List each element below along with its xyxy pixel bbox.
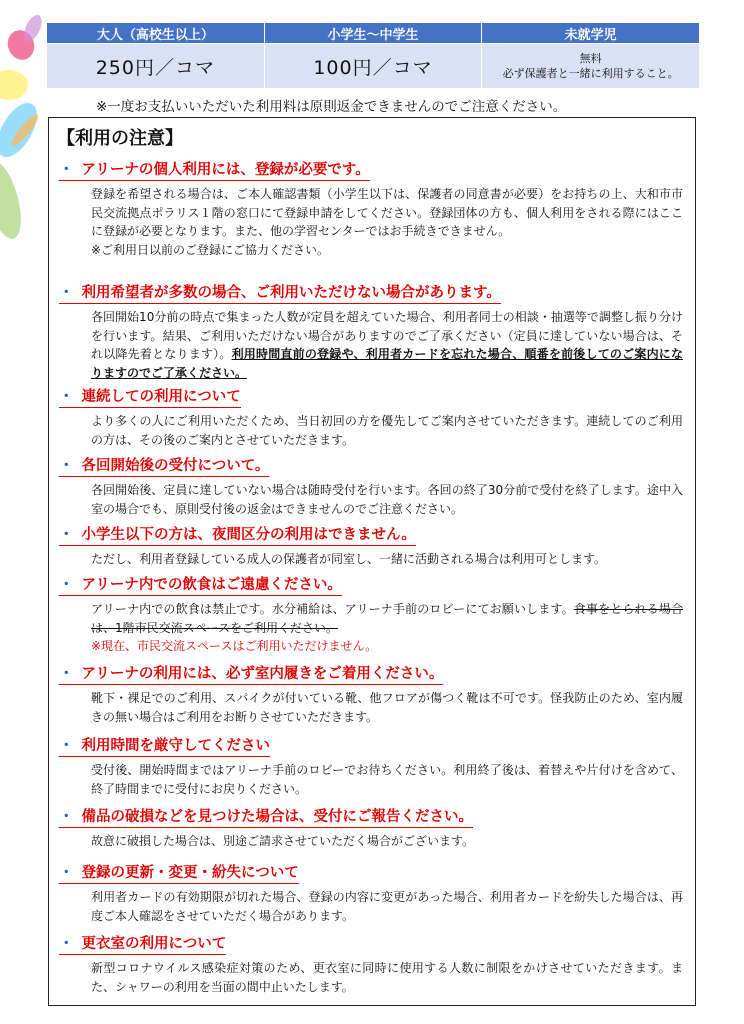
note-heading: ・ 備品の破損などを見つけた場合は、受付にご報告ください。 (59, 808, 473, 828)
fee-table (46, 22, 700, 89)
note-heading: ・ アリーナ内での飲食はご遠慮ください。 (59, 576, 342, 596)
refund-note: ※一度お支払いいただいた利用料は原則返金できませんのでご注意ください。 (96, 99, 567, 115)
fee-table-header-row (47, 23, 700, 44)
note-body: アリーナ内での飲食は禁止です。水分補給は、アリーナ手前のロビーにてお願いします。食事をとられる場合は、1階市民交流スペースをご利用ください。 ※現在、市民交流スペースはご利用いただけません。 (91, 602, 683, 653)
note-body: 故意に破損した場合は、別途ご請求させていただく場合がございます。 (91, 834, 475, 848)
adult-price: 250円／コマ (95, 56, 215, 79)
note-section-food (59, 574, 689, 656)
decorative-petal (21, 12, 46, 43)
fee-header-student: 小学生～中学生 (264, 23, 482, 44)
note-body: 受付後、開始時間まではアリーナ手前のロビーでお待ちください。利用終了後は、着替えや片付けを含めて、終了時間までに受付にお戻りください。 (91, 763, 683, 796)
fee-cell-adult (47, 44, 265, 89)
note-heading: ・ 連続しての利用について (59, 388, 241, 408)
note-heading: ・ アリーナの利用には、必ず室内履きをご着用ください。 (59, 665, 443, 685)
notes-title: 【利用の注意】 (57, 128, 183, 149)
note-body: 登録を希望される場合は、ご本人確認書類（小学生以下は、保護者の同意書が必要）をお持ちの上、大和市市民交流拠点ポラリス１階の窓口にて登録申請をしてください。登録団体の方も、個人利用をされる際にはここに登録が必要となります。また、他の学習センターではお手続きできません。 ※ご利用日以前のご登録にご協力ください。 (91, 187, 683, 257)
note-body: ただし、利用者登録している成人の保護者が同室し、一緒に活動される場合は利用可とします。 (91, 552, 607, 566)
bullet-icon: ・ (59, 865, 74, 881)
note-section-indoor-shoes (59, 663, 689, 726)
note-section-registration (59, 159, 689, 259)
note-section-registration-update (59, 862, 689, 925)
note-section-children-night (59, 524, 689, 569)
fee-header-adult: 大人（高校生以上） (47, 23, 265, 44)
note-emphasis: 利用時間直前の登録や、利用者カードを忘れた場合、順番を前後してのご案内になりますのでご了承ください。 (91, 347, 683, 380)
note-section-time (59, 735, 689, 798)
note-body: より多くの人にご利用いただくため、当日初回の方を優先してご案内させていただきます。連続してのご利用の方は、その後のご案内とさせていただきます。 (91, 414, 683, 447)
fee-table-price-row (47, 44, 700, 89)
bullet-icon: ・ (59, 527, 74, 543)
preschool-note: 必ず保護者と一緒に利用すること。 (502, 67, 679, 80)
note-heading: ・ 登録の更新・変更・紛失について (59, 864, 299, 884)
note-body: 各回開始10分前の時点で集まった人数が定員を超えていた場合、利用者同士の相談・抽選等で調整し振り分けを行います。結果、ご利用いただけない場合がありますのでご了承ください（定員に達していない場合は、それ以降先着となります）。利用時間直前の登録や、利用者カードを忘れた場合、順番を前後してのご案内になりますのでご了承ください。 (91, 310, 683, 380)
note-section-late-entry (59, 455, 689, 518)
fee-cell-student (264, 44, 482, 89)
note-section-capacity (59, 282, 689, 382)
bullet-icon: ・ (59, 577, 74, 593)
bullet-icon: ・ (59, 389, 74, 405)
bullet-icon: ・ (59, 666, 74, 682)
note-heading: ・ アリーナの個人利用には、登録が必要です。 (59, 161, 370, 181)
note-body: 靴下・裸足でのご利用、スパイクが付いている靴、他フロアが傷つく靴は不可です。怪我防止のため、室内履きの無い場合はご利用をお断りさせていただきます。 (91, 691, 683, 724)
note-heading: ・ 利用時間を厳守してください (59, 737, 270, 757)
note-extra: ※ご利用日以前のご登録にご協力ください。 (91, 242, 330, 257)
student-price: 100円／コマ (313, 56, 433, 79)
note-body: 利用者カードの有効期限が切れた場合、登録の内容に変更があった場合、利用者カードを紛失した場合は、再度ご本人確認をさせていただく場合があります。 (91, 890, 683, 923)
bullet-icon: ・ (59, 738, 74, 754)
decorative-petal (0, 70, 28, 100)
fee-header-preschool: 未就学児 (482, 23, 700, 44)
fee-cell-preschool (482, 44, 700, 89)
note-body: 各回開始後、定員に達していない場合は随時受付を行います。各回の終了30分前で受付を終了します。途中入室の場合でも、原則受付後の返金はできませんのでご注意ください。 (91, 483, 683, 516)
bullet-icon: ・ (59, 162, 74, 178)
bullet-icon: ・ (59, 458, 74, 474)
note-section-damage (59, 806, 689, 851)
note-heading: ・ 各回開始後の受付について。 (59, 457, 269, 477)
note-heading: ・ 利用希望者が多数の場合、ご利用いただけない場合があります。 (59, 284, 501, 304)
note-section-consecutive (59, 386, 689, 449)
usage-notes-box (48, 117, 696, 1006)
note-red-notice: ※現在、市民交流スペースはご利用いただけません。 (91, 639, 378, 653)
preschool-free: 無料 (579, 52, 602, 65)
decorative-petal (0, 157, 28, 242)
note-heading: ・ 小学生以下の方は、夜間区分の利用はできません。 (59, 526, 416, 546)
note-body: 新型コロナウイルス感染症対策のため、更衣室に同時に使用する人数に制限をかけさせていただきます。また、シャワーの利用を当面の間中止いたします。 (91, 961, 683, 994)
bullet-icon: ・ (59, 285, 74, 301)
note-heading: ・ 更衣室の利用について (59, 935, 226, 955)
bullet-icon: ・ (59, 809, 74, 825)
bullet-icon: ・ (59, 936, 74, 952)
note-struck-text: 食事をとられる場合は、1階市民交流スペースをご利用ください。 (91, 602, 683, 635)
note-section-locker-room (59, 933, 689, 996)
